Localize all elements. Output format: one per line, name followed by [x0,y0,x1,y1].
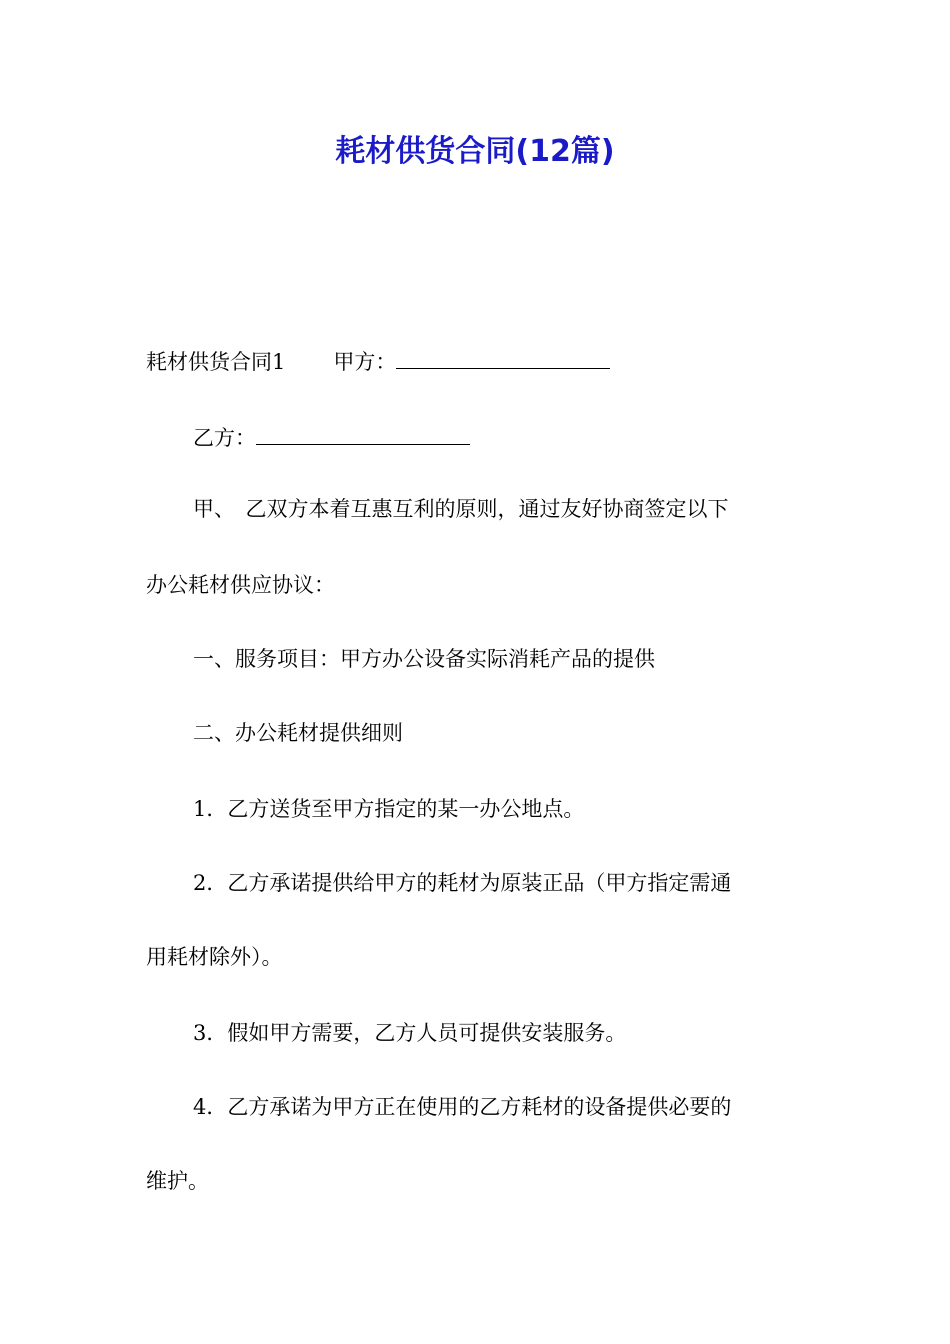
paragraph-section1: 一、服务项目：甲方办公设备实际消耗产品的提供 [193,647,655,671]
party-b-line [193,420,470,453]
party-b-blank [256,420,470,445]
paragraph-intro-line2: 办公耗材供应协议： [146,573,335,597]
party-a-label: 甲方： [333,350,397,374]
document-title: 耗材供货合同(12篇) [335,134,615,169]
paragraph-item1: 1．乙方送货至甲方指定的某一办公地点。 [193,797,585,821]
paragraph-item3: 3．假如甲方需要，乙方人员可提供安装服务。 [193,1021,627,1045]
paragraph-section2: 二、办公耗材提供细则 [193,721,403,745]
paragraph-item4-line2: 维护。 [146,1169,209,1193]
heading-line [146,344,610,377]
paragraph-item2-line1: 2．乙方承诺提供给甲方的耗材为原装正品（甲方指定需通 [193,871,732,895]
paragraph-item2-line2: 用耗材除外）。 [146,945,283,969]
paragraph-intro-line1: 甲、 乙双方本着互惠互利的原则，通过友好协商签定以下 [193,497,729,521]
paragraph-item4-line1: 4．乙方承诺为甲方正在使用的乙方耗材的设备提供必要的 [193,1095,732,1119]
party-a-blank [396,344,610,369]
contract-heading: 耗材供货合同1 [146,350,286,374]
party-b-label: 乙方： [193,426,256,450]
